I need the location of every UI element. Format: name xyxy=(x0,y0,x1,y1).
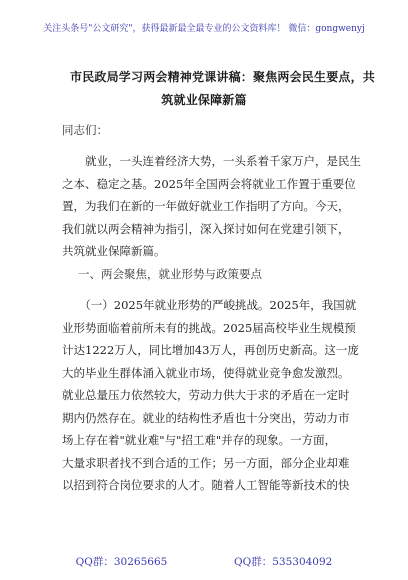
text-line: 场上存在着"就业难"与"招工难"并存的现象。一方面， xyxy=(62,433,337,447)
title-line: 市民政局学习两会精神党课讲稿：聚焦两会民生要点，共 xyxy=(70,70,376,84)
text-line: 以招到符合岗位要求的人才。随着人工智能等新技术的快 xyxy=(62,478,350,492)
paragraph-employment xyxy=(62,294,359,497)
text-line: 大量求职者找不到合适的工作；另一方面，部分企业却难 xyxy=(62,455,350,470)
text-line: （一）2025年就业形势的严峻挑战。2025年，我国就 xyxy=(62,298,357,312)
greeting: 同志们： xyxy=(62,123,108,137)
text-line: 期内仍然存在。就业的结构性矛盾也十分突出，劳动力市 xyxy=(62,410,350,425)
text-line: 大的毕业生群体涌入就业市场，使得就业竞争愈发激烈。 xyxy=(62,365,350,380)
text-line: 计达1222万人，同比增加43万人，再创历史新高。这一庞 xyxy=(62,343,359,357)
text-line: 共筑就业保障新篇。 xyxy=(62,244,166,258)
text-line: 就业，一头连着经济大势，一头系着千家万户，是民生 xyxy=(62,154,361,168)
document-title xyxy=(70,66,376,112)
title-line: 筑就业保障新篇 xyxy=(161,93,247,107)
text-line: 置，为我们在新的一年做好就业工作指明了方向。今天， xyxy=(62,199,350,213)
footer-contacts xyxy=(0,554,408,569)
section-heading: 一、两会聚焦，就业形势与政策要点 xyxy=(78,267,262,281)
text-line: 业形势面临着前所未有的挑战。2025届高校毕业生规模预 xyxy=(62,320,356,335)
text-line: 我们就以两会精神为指引，深入探讨如何在党建引领下， xyxy=(62,221,350,236)
text-line: 就业总量压力依然较大，劳动力供大于求的矛盾在一定时 xyxy=(62,388,350,402)
text-line: 之本、稳定之基。2025年全国两会将就业工作置于重要位 xyxy=(62,176,356,191)
footer-qq-group-2: QQ群：535304092 xyxy=(234,556,333,568)
footer-qq-group-1: QQ群：30265665 xyxy=(75,556,168,568)
header-promo-note: 关注头条号"公文研究"，获得最新最全最专业的公文资料库！ 微信：gongwenyj xyxy=(43,24,365,34)
paragraph-intro xyxy=(62,150,361,263)
